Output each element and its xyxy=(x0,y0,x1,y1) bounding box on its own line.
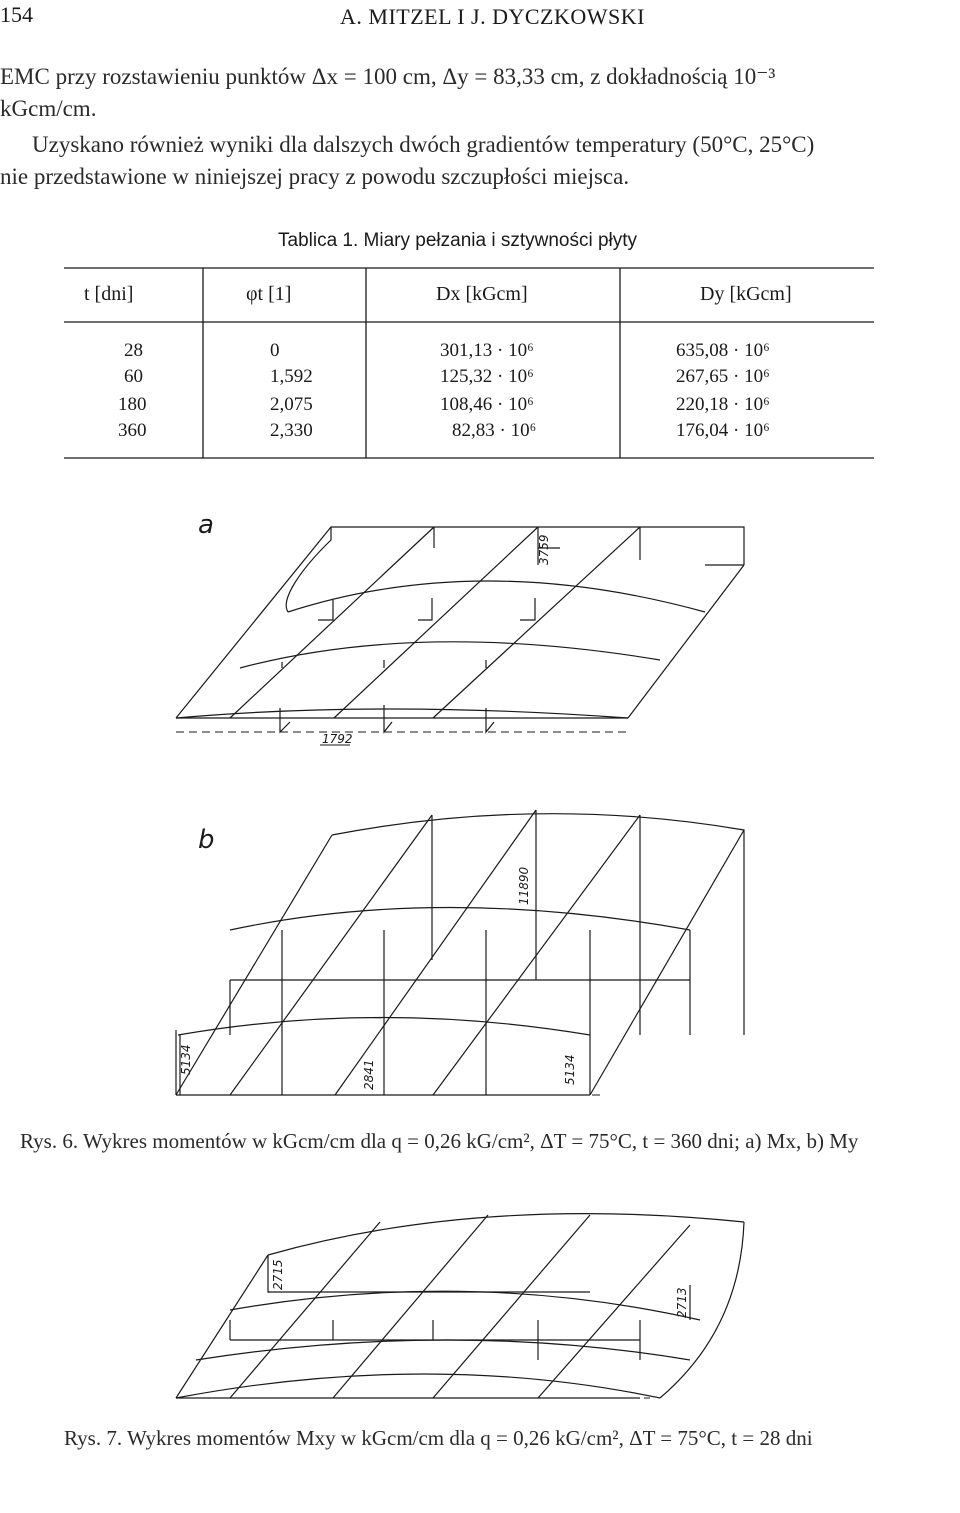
figure-6-panel-a-letter: a xyxy=(198,510,214,540)
figure-6a-diagram xyxy=(176,527,744,732)
table-cell: 180 xyxy=(118,394,147,415)
table-cell: 28 xyxy=(124,340,143,361)
running-head: A. MITZEL I J. DYCZKOWSKI xyxy=(340,4,645,29)
table-cell: 360 xyxy=(118,420,147,441)
figure-6b-diagram xyxy=(176,810,744,1095)
intro-line-1: EMC przy rozstawieniu punktów Δx = 100 cm, Δy = 83,33 cm, z dokładnością 10⁻³ xyxy=(0,64,776,89)
figure-6-caption: Rys. 6. Wykres momentów w kGcm/cm dla q = 0,26 kG/cm², ΔT = 75°C, t = 360 dni; a) Mx, b) My xyxy=(20,1129,859,1153)
table-cell: 2,330 xyxy=(270,420,313,441)
table-cell: 60 xyxy=(124,366,143,387)
table-cell: 176,04 · 10⁶ xyxy=(676,420,770,441)
table-header-dy: Dy [kGcm] xyxy=(700,283,792,305)
table-cell: 635,08 · 10⁶ xyxy=(676,340,770,361)
table-cell: 2,075 xyxy=(270,394,313,415)
intro-line-3: Uzyskano również wyniki dla dalszych dwóch gradientów temperatury (50°C, 25°C) xyxy=(32,132,815,157)
figure-6b-label-11890: 11890 xyxy=(517,866,531,905)
figure-7-diagram xyxy=(176,1214,744,1398)
table-cell: 301,13 · 10⁶ xyxy=(440,340,534,361)
table-cell: 220,18 · 10⁶ xyxy=(676,394,770,415)
table-caption: Tablica 1. Miary pełzania i sztywności płyty xyxy=(278,230,638,251)
table-cell: 125,32 · 10⁶ xyxy=(440,366,534,387)
figure-7-label-2715: 2715 xyxy=(271,1259,285,1290)
figure-7-label-2713: 2713 xyxy=(675,1287,689,1318)
figure-7-caption: Rys. 7. Wykres momentów Mxy w kGcm/cm dla q = 0,26 kG/cm², ΔT = 75°C, t = 28 dni xyxy=(64,1426,813,1450)
table-cell: 0 xyxy=(270,340,280,361)
table-header-phi: φt [1] xyxy=(246,283,292,305)
figure-6b-label-5134-left: 5134 xyxy=(179,1044,193,1075)
intro-line-2: kGcm/cm. xyxy=(0,96,97,121)
table-cell: 82,83 · 10⁶ xyxy=(452,420,537,441)
intro-line-4: nie przedstawione w niniejszej pracy z powodu szczupłości miejsca. xyxy=(0,164,630,189)
page-number: 154 xyxy=(0,2,33,27)
figure-6a-label-1792: 1792 xyxy=(322,732,353,746)
table-cell: 108,46 · 10⁶ xyxy=(440,394,534,415)
figure-6-panel-b-letter: b xyxy=(198,825,215,855)
table-header-dx: Dx [kGcm] xyxy=(436,283,528,305)
figure-6b-label-5134-right: 5134 xyxy=(563,1054,577,1085)
figure-6b-label-2841: 2841 xyxy=(362,1059,376,1090)
table-rules xyxy=(64,268,874,458)
table-cell: 1,592 xyxy=(270,366,313,387)
figure-6a-label-3759: 3759 xyxy=(537,534,551,565)
table-cell: 267,65 · 10⁶ xyxy=(676,366,770,387)
table-header-t: t [dni] xyxy=(84,283,134,305)
